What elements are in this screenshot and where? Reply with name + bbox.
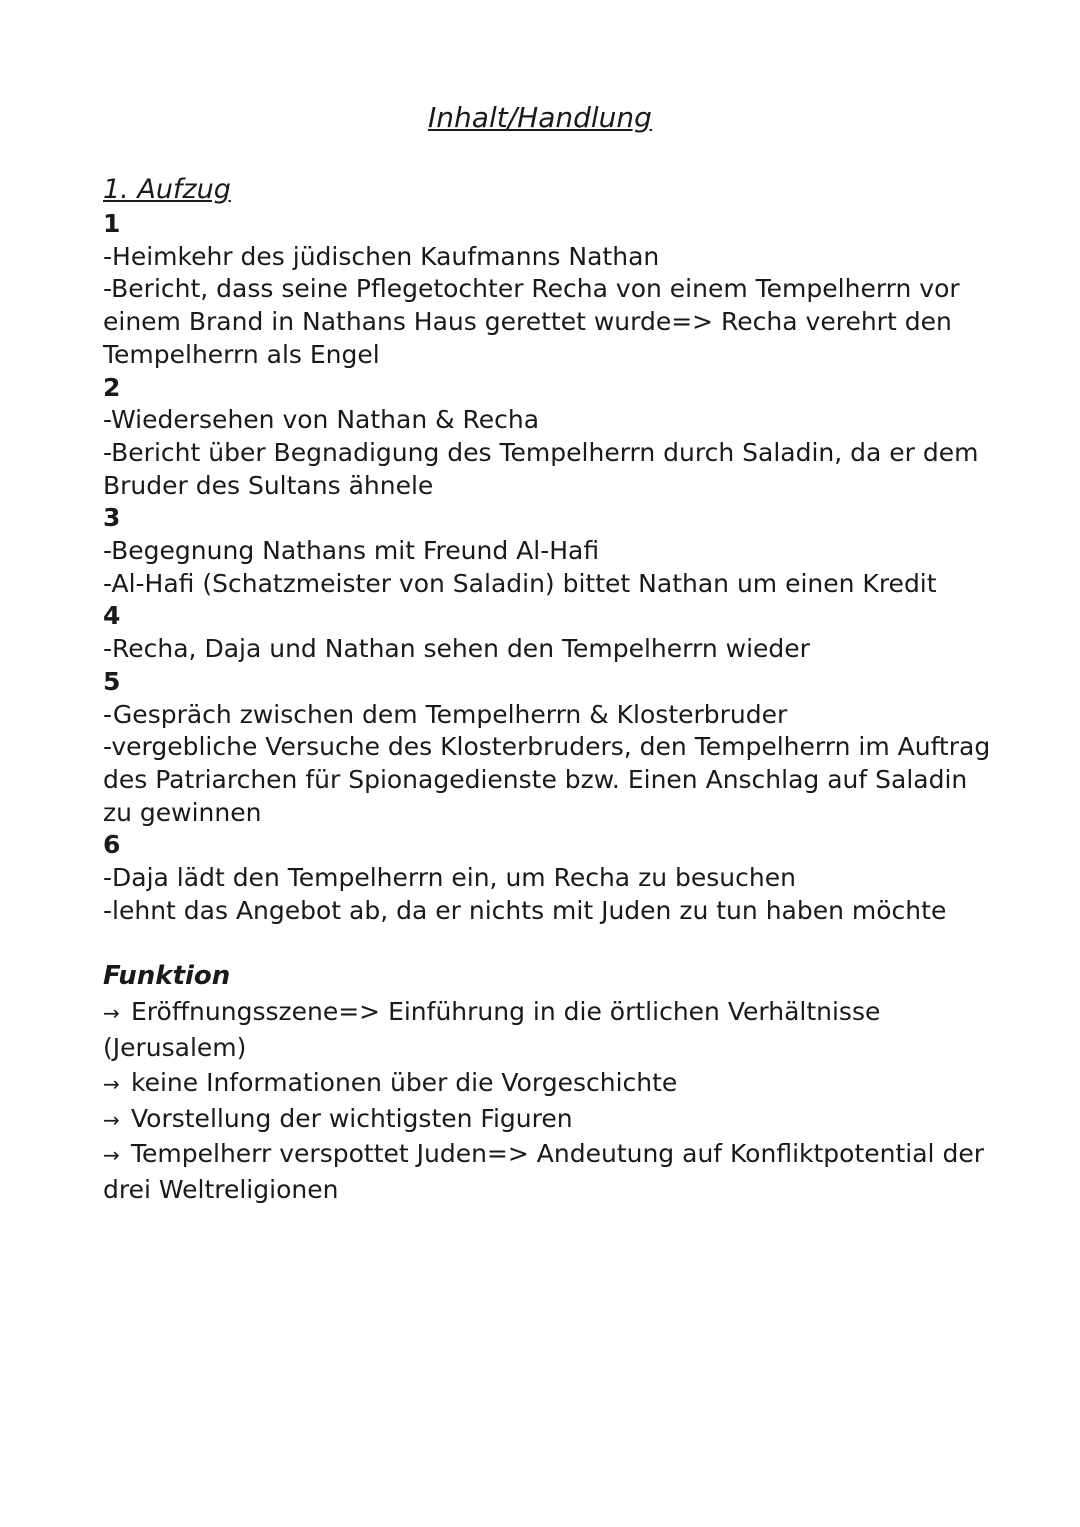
scene-line: -Al-Hafi (Schatzmeister von Saladin) bittet Nathan um einen Kredit [103,568,937,598]
scene-line: -Gespräch zwischen dem Tempelherrn & Klosterbruder [103,699,788,729]
function-title: Funktion [103,961,231,992]
page-title: Inhalt/Handlung [428,101,652,134]
scene-line: -Daja lädt den Tempelherrn ein, um Recha zu besuchen [103,863,796,893]
function-item-text: Vorstellung der wichtigsten Figuren [131,1103,573,1133]
function-item [103,995,993,1065]
scene-6 [103,829,993,927]
scene-line: -Heimkehr des jüdischen Kaufmanns Nathan [103,241,660,271]
right-arrow-icon: → [103,1143,120,1168]
scene-number: 6 [103,830,121,860]
function-item-text: Eröffnungsszene=> Einführung in die örtlichen Verhältnisse (Jerusalem) [103,997,881,1063]
scene-number: 3 [103,503,121,533]
function-item [103,1102,993,1138]
right-arrow-icon: → [103,1107,120,1132]
scene-line: -Bericht, dass seine Pflegetochter Recha von einem Tempelherrn vor einem Brand in Nathans Haus gerettet wurde=> Recha verehrt den Tempelherrn als Engel [103,274,960,369]
scene-2 [103,372,993,503]
function-item [103,1137,993,1207]
scene-number: 1 [103,209,121,238]
act-title: 1. Aufzug [103,174,231,205]
scene-4 [103,600,993,665]
scene-line: -lehnt das Angebot ab, da er nichts mit Juden zu tun haben möchte [103,895,947,925]
scene-line: -vergebliche Versuche des Klosterbruders, den Tempelherrn im Auftrag des Patriarchen für Spionagedienste bzw. Einen Anschlag auf Saladin zu gewinnen [103,732,991,827]
scene-number: 2 [103,372,121,402]
function-item [103,1066,993,1102]
function-item-text: keine Informationen über die Vorgeschichte [131,1067,678,1097]
scene-line: -Begegnung Nathans mit Freund Al-Hafi [103,536,600,566]
scene-5 [103,666,993,830]
scene-number: 5 [103,666,121,696]
function-item-text: Tempelherr verspottet Juden=> Andeutung auf Konfliktpotential der drei Weltreligionen [103,1139,984,1204]
right-arrow-icon: → [103,1001,120,1026]
scene-number: 4 [103,601,121,631]
scene-line: -Recha, Daja und Nathan sehen den Tempelherrn wieder [103,634,810,664]
scene-line: -Bericht über Begnadigung des Tempelherrn durch Saladin, da er dem Bruder des Sultans ähnele [103,437,979,500]
scene-line: -Wiedersehen von Nathan & Recha [103,405,540,435]
scene-1 [103,208,993,372]
scene-3 [103,502,993,600]
right-arrow-icon: → [103,1071,120,1096]
document-content [103,172,993,1208]
